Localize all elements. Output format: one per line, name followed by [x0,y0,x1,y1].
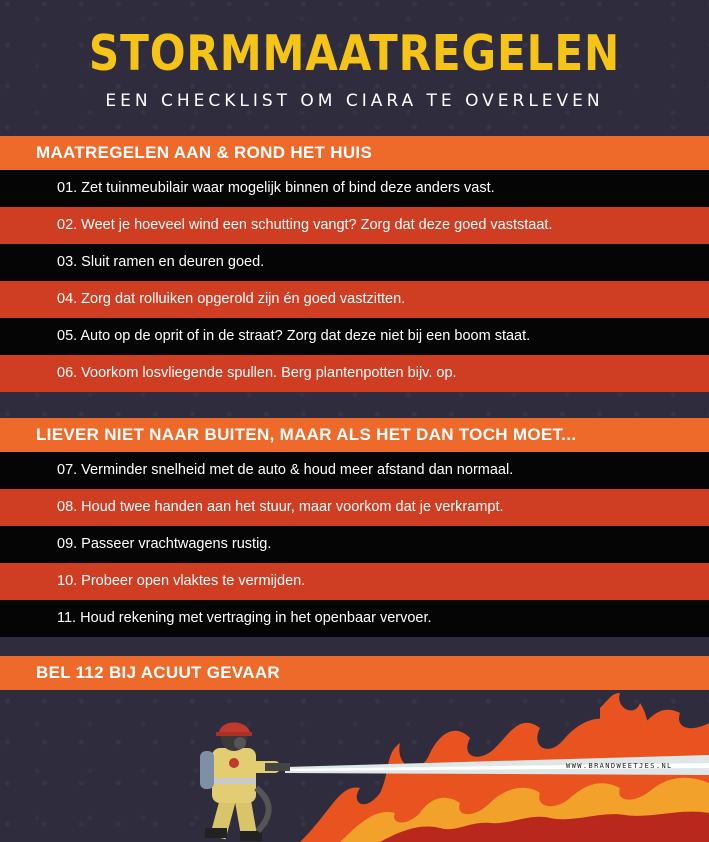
firefighter-illustration [200,723,290,842]
checklist-item: 01. Zet tuinmeubilair waar mogelijk binnen of bind deze anders vast. [0,170,709,207]
checklist-item: 05. Auto op de oprit of in de straat? Zorg dat deze niet bij een boom staat. [0,318,709,355]
website-url: WWW.BRANDWEETJES.NL [566,762,673,770]
checklist-item: 10. Probeer open vlaktes te vermijden. [0,563,709,600]
checklist-item: 08. Houd twee handen aan het stuur, maar voorkom dat je verkrampt. [0,489,709,526]
checklist-item: 11. Houd rekening met vertraging in het openbaar vervoer. [0,600,709,637]
checklist-item: 04. Zorg dat rolluiken opgerold zijn én goed vastzitten. [0,281,709,318]
page-title: STORMMAATREGELEN [88,25,621,82]
checklist-item: 03. Sluit ramen en deuren goed. [0,244,709,281]
section-header-home: MAATREGELEN AAN & ROND HET HUIS [0,136,709,170]
page-subtitle: EEN CHECKLIST OM CIARA TE OVERLEVEN [105,91,604,111]
checklist-item: 02. Weet je hoeveel wind een schutting vangt? Zorg dat deze goed vaststaat. [0,207,709,244]
checklist-item: 06. Voorkom losvliegende spullen. Berg plantenpotten bijv. op. [0,355,709,392]
section-header-emergency: BEL 112 BIJ ACUUT GEVAAR [0,656,709,690]
checklist-item: 07. Verminder snelheid met de auto & houd meer afstand dan normaal. [0,452,709,489]
checklist-item: 09. Passeer vrachtwagens rustig. [0,526,709,563]
section-header-outside: LIEVER NIET NAAR BUITEN, MAAR ALS HET DAN TOCH MOET... [0,418,709,452]
